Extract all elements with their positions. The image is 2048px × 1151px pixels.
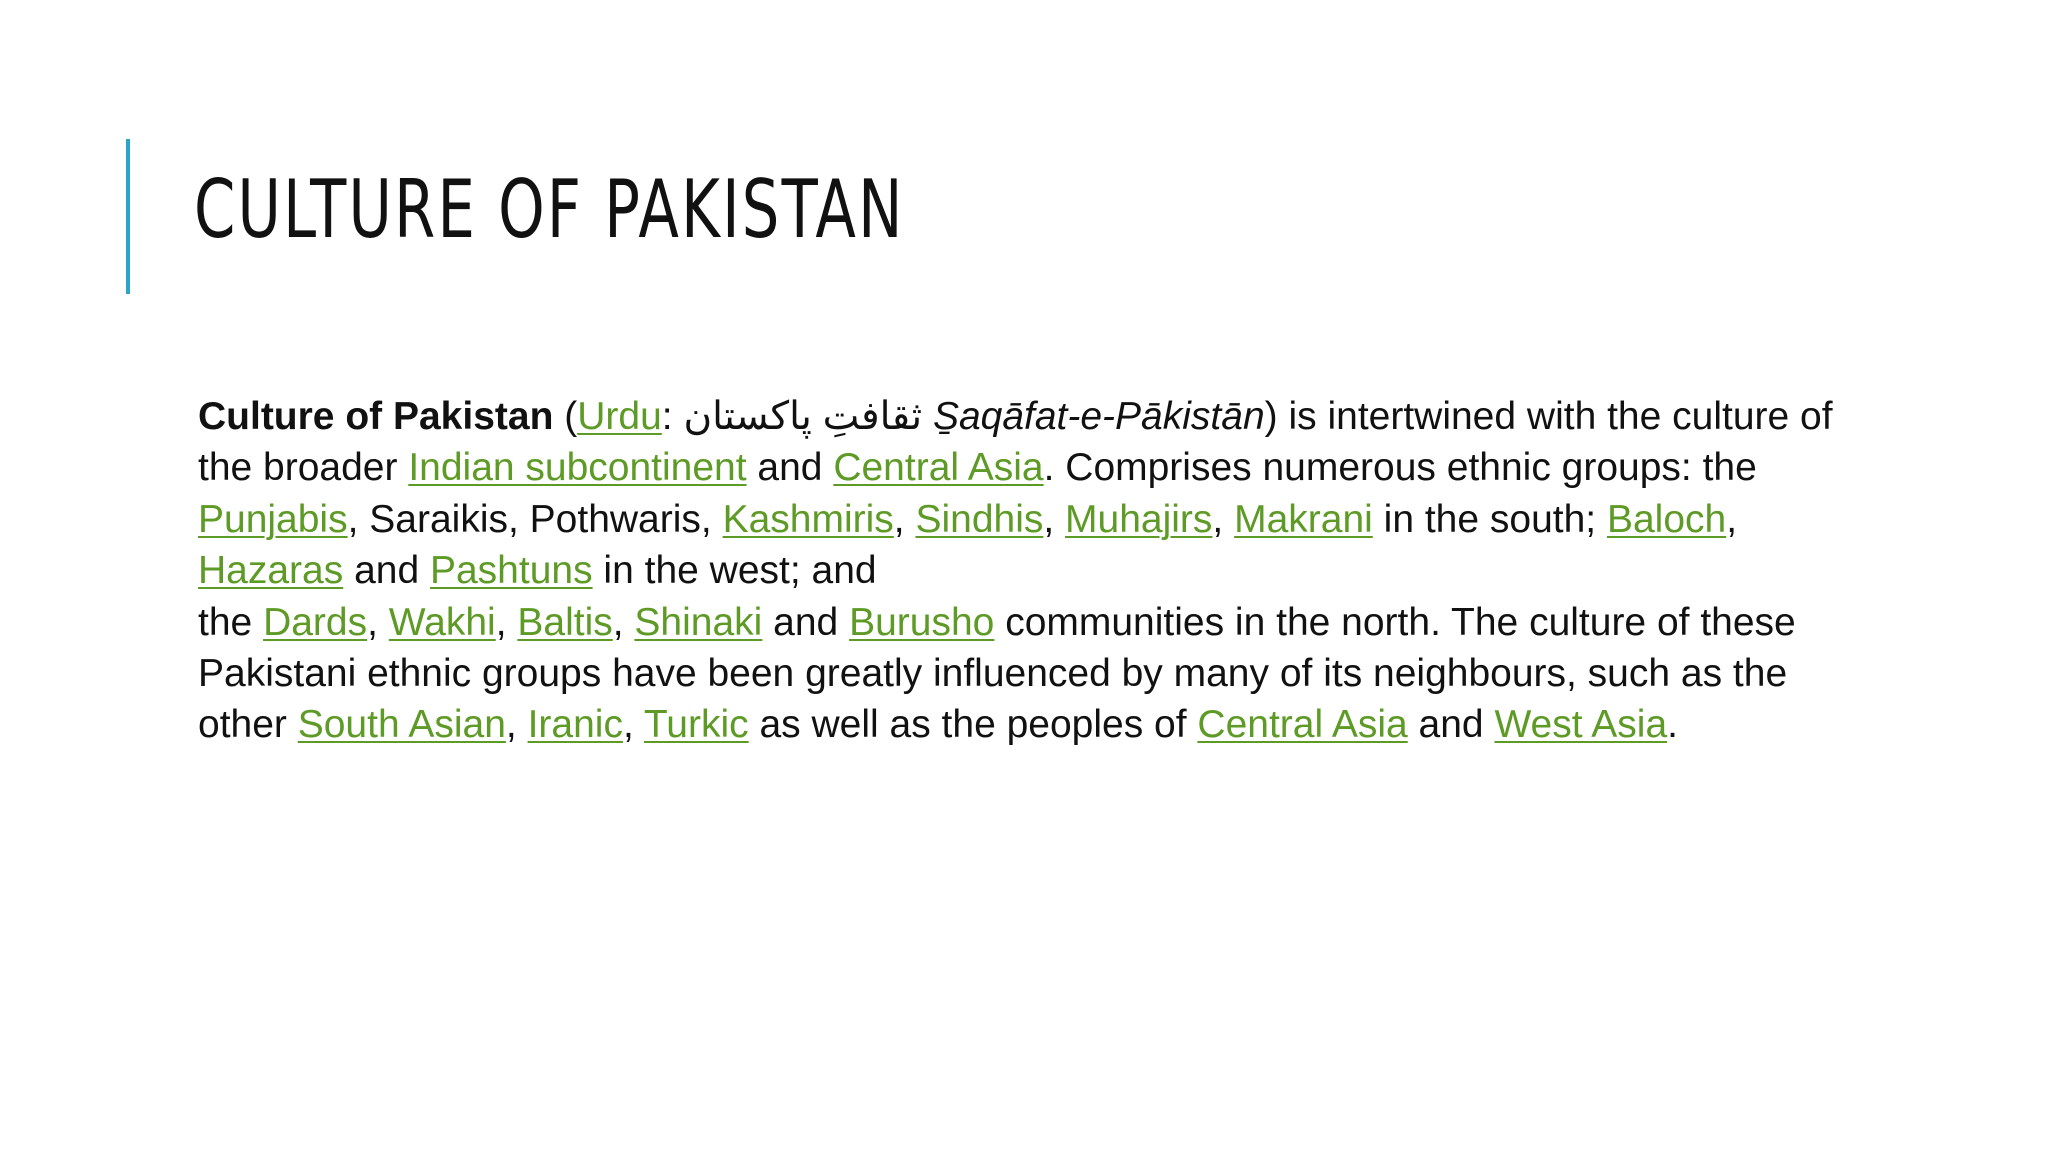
- link-baloch[interactable]: Baloch: [1606, 497, 1727, 541]
- text-segment: communities in the north. The culture of these Pakistani ethnic groups have been greatly influenced by many of its neighbours, such as the other: [198, 600, 1796, 747]
- link-shinaki[interactable]: Shinaki: [634, 600, 763, 644]
- link-dards[interactable]: Dards: [263, 600, 368, 644]
- text-segment: :: [661, 395, 684, 438]
- text-segment: ,: [505, 703, 528, 747]
- text-segment: ,: [367, 600, 389, 644]
- romanization-text: S̱aqāfat-e-Pākistān: [932, 395, 1265, 438]
- text-segment: ,: [893, 497, 916, 541]
- link-central-asia[interactable]: Central Asia: [1197, 703, 1408, 747]
- link-sindhis[interactable]: Sindhis: [915, 497, 1044, 541]
- link-pashtuns[interactable]: Pashtuns: [429, 549, 593, 593]
- link-kashmiris[interactable]: Kashmiris: [722, 497, 894, 541]
- link-turkic[interactable]: Turkic: [643, 703, 749, 747]
- text-segment: ) is intertwined with the culture of the broader: [198, 395, 1833, 490]
- link-hazaras[interactable]: Hazaras: [198, 549, 344, 593]
- text-segment: , Saraikis, Pothwaris,: [347, 497, 723, 541]
- link-punjabis[interactable]: Punjabis: [198, 497, 348, 541]
- title-accent-bar: [126, 139, 130, 294]
- link-muhajirs[interactable]: Muhajirs: [1065, 497, 1213, 541]
- text-segment: [922, 395, 933, 438]
- text-segment: and: [746, 446, 834, 490]
- text-segment: ,: [495, 600, 518, 644]
- slide-title: CULTURE OF PAKISTAN: [194, 163, 905, 256]
- text-segment: ,: [612, 600, 635, 644]
- link-urdu[interactable]: Urdu: [577, 395, 662, 438]
- body-paragraph: [198, 391, 1838, 751]
- urdu-script-text: ثقافتِ پاکستان: [683, 395, 923, 438]
- link-iranic[interactable]: Iranic: [527, 703, 623, 747]
- text-segment: and: [1407, 703, 1495, 747]
- text-segment: (: [553, 395, 578, 438]
- link-wakhi[interactable]: Wakhi: [388, 600, 496, 644]
- text-segment: ,: [1043, 497, 1066, 541]
- link-central-asia[interactable]: Central Asia: [833, 446, 1044, 490]
- link-south-asian[interactable]: South Asian: [297, 703, 506, 747]
- text-segment: the: [198, 600, 264, 644]
- link-burusho[interactable]: Burusho: [849, 600, 995, 644]
- link-baltis[interactable]: Baltis: [517, 600, 613, 644]
- text-segment: ,: [622, 703, 644, 747]
- text-segment: . Comprises numerous ethnic groups: the: [1043, 446, 1757, 490]
- text-segment: ,: [1726, 497, 1738, 541]
- text-segment: in the south;: [1372, 497, 1607, 541]
- text-segment: and: [762, 600, 850, 644]
- lead-bold-text: Culture of Pakistan: [198, 395, 554, 438]
- link-indian-subcontinent[interactable]: Indian subcontinent: [408, 446, 747, 490]
- text-segment: as well as the peoples of: [748, 703, 1198, 747]
- text-segment: and: [343, 549, 430, 593]
- link-west-asia[interactable]: West Asia: [1494, 703, 1668, 747]
- text-segment: .: [1667, 703, 1678, 747]
- link-makrani[interactable]: Makrani: [1234, 497, 1373, 541]
- text-segment: ,: [1212, 497, 1235, 541]
- text-segment: in the west; and: [592, 549, 877, 593]
